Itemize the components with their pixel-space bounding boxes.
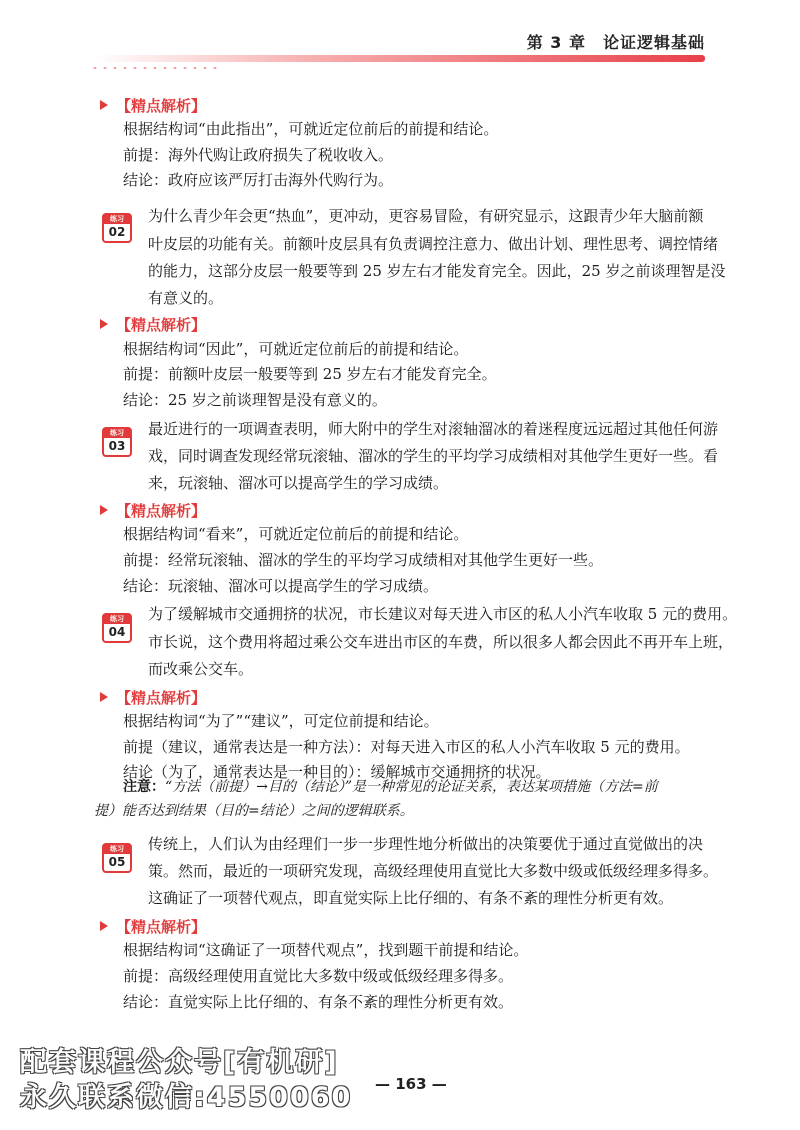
header-dots: [90, 66, 220, 70]
question-line: 而改乘公交车。: [148, 660, 254, 678]
analysis-line: 根据结构词“由此指出”，可就近定位前后的前提和结论。: [123, 120, 499, 138]
question-line: 市长说，这个费用将超过乘公交车进出市区的车费，所以很多人都会因此不再开车上班，: [148, 633, 734, 651]
analysis-line: 前提：高级经理使用直觉比大多数中级或低级经理多得多。: [123, 967, 514, 985]
header-rule: [95, 55, 705, 62]
analysis-heading: 【精点解析】: [100, 916, 206, 937]
question-line: 叶皮层的功能有关。前额叶皮层具有负责调控注意力、做出计划、理性思考、调控情绪: [148, 235, 719, 253]
analysis-line: 结论：政府应该严厉打击海外代购行为。: [123, 171, 394, 189]
analysis-heading: 【精点解析】: [100, 500, 206, 521]
triangle-icon: [100, 319, 108, 329]
question-line: 为什么青少年会更“热血”，更冲动，更容易冒险，有研究显示，这跟青少年大脑前额: [148, 207, 704, 225]
note-line: 注意：“方法（前提）→目的（结论）”是一种常见的论证关系，表达某项措施（方法=前: [123, 779, 658, 795]
question-line: 最近进行的一项调查表明，师大附中的学生对滚轴溜冰的着迷程度远远超过其他任何游: [148, 420, 719, 438]
analysis-line: 根据结构词“为了”“建议”，可定位前提和结论。: [123, 712, 439, 730]
analysis-line: 结论（为了，通常表达是一种目的）：缓解城市交通拥挤的状况。: [123, 763, 551, 781]
analysis-heading: 【精点解析】: [100, 314, 206, 335]
question-line: 传统上，人们认为由经理们一步一步理性地分析做出的决策要优于通过直觉做出的决: [148, 835, 704, 853]
question-line: 的能力，这部分皮层一般要等到 25 岁左右才能发育完全。因此，25 岁之前谈理智是没: [148, 262, 726, 280]
analysis-heading: 【精点解析】: [100, 95, 206, 116]
analysis-heading: 【精点解析】: [100, 687, 206, 708]
analysis-line: 根据结构词“因此”，可就近定位前后的前提和结论。: [123, 340, 469, 358]
analysis-line: 结论：玩滚轴、溜冰可以提高学生的学习成绩。: [123, 577, 439, 595]
practice-badge-05: 练习 05: [102, 843, 132, 873]
analysis-line: 结论：直觉实际上比仔细的、有条不紊的理性分析更有效。: [123, 993, 514, 1011]
triangle-icon: [100, 505, 108, 515]
question-line: 戏，同时调查发现经常玩滚轴、溜冰的学生的平均学习成绩相对其他学生更好一些。看: [148, 447, 719, 465]
question-line: 这确证了一项替代观点，即直觉实际上比仔细的、有条不紊的理性分析更有效。: [148, 889, 674, 907]
practice-badge-03: 练习 03: [102, 427, 132, 457]
watermark-line: 永久联系微信:4550060: [20, 1082, 353, 1113]
chapter-title: 第 3 章 论证逻辑基础: [526, 33, 705, 52]
practice-badge-02: 练习 02: [102, 213, 132, 243]
analysis-line: 前提：前额叶皮层一般要等到 25 岁左右才能发育完全。: [123, 365, 497, 383]
question-line: 策。然而，最近的一项研究发现，高级经理使用直觉比大多数中级或低级经理多得多。: [148, 862, 719, 880]
triangle-icon: [100, 921, 108, 931]
analysis-line: 前提（建议，通常表达是一种方法）：对每天进入市区的私人小汽车收取 5 元的费用。: [123, 738, 690, 756]
triangle-icon: [100, 692, 108, 702]
analysis-line: 前提：海外代购让政府损失了税收收入。: [123, 146, 394, 164]
page-number: — 163 —: [375, 1075, 447, 1093]
practice-badge-04: 练习 04: [102, 613, 132, 643]
note-line: 提）能否达到结果（目的=结论）之间的逻辑联系。: [94, 803, 414, 819]
analysis-line: 前提：经常玩滚轴、溜冰的学生的平均学习成绩相对其他学生更好一些。: [123, 551, 604, 569]
analysis-line: 根据结构词“这确证了一项替代观点”，找到题干前提和结论。: [123, 941, 529, 959]
question-line: 有意义的。: [148, 289, 224, 307]
triangle-icon: [100, 100, 108, 110]
watermark-line: 配套课程公众号[有机研]: [20, 1047, 339, 1078]
analysis-line: 结论：25 岁之前谈理智是没有意义的。: [123, 391, 387, 409]
question-line: 来，玩滚轴、溜冰可以提高学生的学习成绩。: [148, 474, 449, 492]
question-line: 为了缓解城市交通拥挤的状况，市长建议对每天进入市区的私人小汽车收取 5 元的费用。: [148, 605, 738, 623]
analysis-line: 根据结构词“看来”，可就近定位前后的前提和结论。: [123, 525, 469, 543]
